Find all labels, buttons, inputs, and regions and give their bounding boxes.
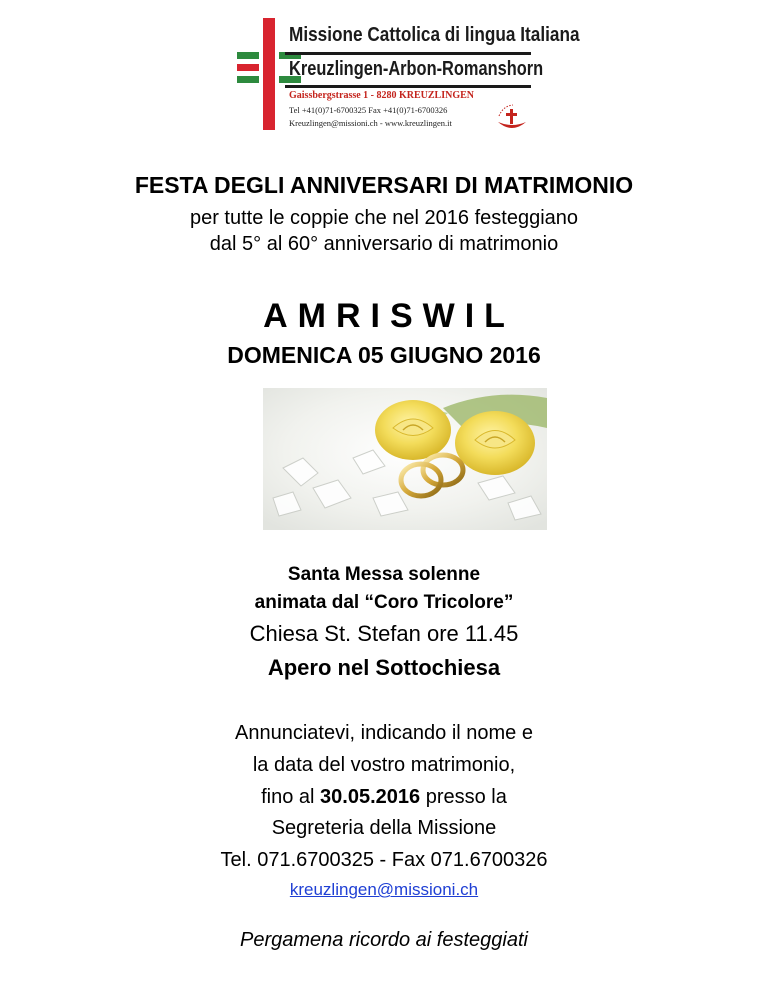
- logo-phone: Tel +41(0)71-6700325 Fax +41(0)71-6700326: [289, 105, 448, 115]
- mission-logo: [233, 18, 580, 142]
- logo-web: Kreuzlingen@missioni.ch - www.kreuzlingen.it: [289, 118, 452, 128]
- logo-line-1: Missione Cattolica di lingua Italiana: [289, 24, 580, 46]
- email-line: [0, 880, 768, 900]
- logo-address: Gaissbergstrasse 1 - 8280 KREUZLINGEN: [289, 90, 475, 101]
- event-title: FESTA DEGLI ANNIVERSARI DI MATRIMONIO: [134, 172, 634, 198]
- registration-line-1: Annunciatevi, indicando il nome e: [235, 722, 533, 744]
- registration-line-2: la data del vostro matrimonio,: [252, 754, 516, 776]
- subtitle-line-2: dal 5° al 60° anniversario di matrimonio: [209, 233, 559, 255]
- church-time: Chiesa St. Stefan ore 11.45: [249, 621, 519, 646]
- roses-rings-photo: [263, 388, 547, 530]
- contact-phone-fax: Tel. 071.6700325 - Fax 071.6700326: [220, 849, 548, 871]
- mass-line-1: Santa Messa solenne: [287, 564, 481, 585]
- logo-line-2: Kreuzlingen-Arbon-Romanshorn: [289, 58, 544, 80]
- town-name: AMRISWIL: [263, 297, 515, 335]
- registration-line-4: Segreteria della Missione: [271, 817, 497, 839]
- footer-note: Pergamena ricordo ai festeggiati: [240, 929, 528, 951]
- deadline-date: 30.05.2016: [320, 786, 421, 808]
- event-date: DOMENICA 05 GIUGNO 2016: [227, 342, 541, 368]
- cross-icon: [263, 18, 275, 130]
- email-link[interactable]: kreuzlingen@missioni.ch: [289, 880, 479, 899]
- subtitle-line-1: per tutte le coppie che nel 2016 festeggiano: [189, 207, 579, 229]
- registration-deadline: fino al 30.05.2016 presso la: [261, 786, 507, 808]
- boat-emblem-icon: [495, 104, 529, 134]
- apero-line: Apero nel Sottochiesa: [267, 655, 501, 680]
- mass-line-2: animata dal “Coro Tricolore”: [254, 592, 514, 613]
